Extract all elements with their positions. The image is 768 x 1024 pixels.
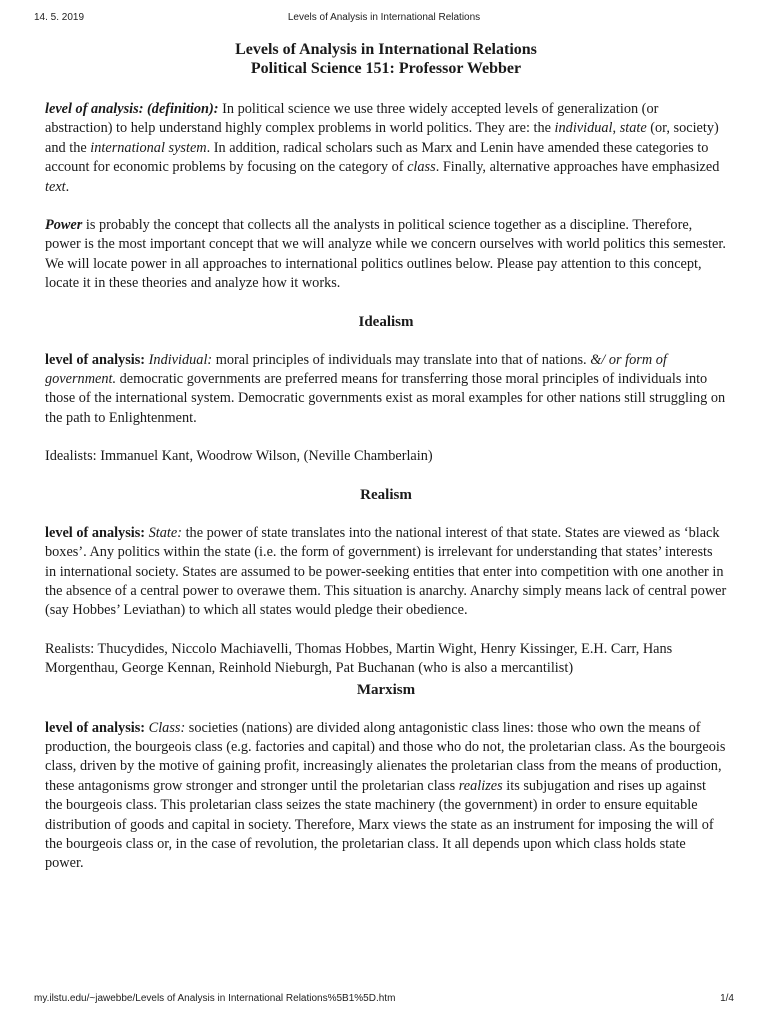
idealism-paragraph: level of analysis: Individual: moral principles of individuals may translate into that of nations. &/ or form of government. democratic governments are preferred means for transferring those moral principles of individuals into those of the international system. Democratic governments exist as moral examples for other nations still struggling on the path to Enlightenment. bbox=[45, 351, 726, 426]
print-page-title: Levels of Analysis in International Relations bbox=[287, 12, 481, 23]
intro-paragraph: level of analysis: (definition): In political science we use three widely accepted levels of generalization (or abstraction) to help understand highly complex problems in world politics. They are: the individual, state (or, society) and the international system. In addition, radical scholars such as Marx and Lenin have amended these categories to account for economic problems by focusing on the category of class. Finally, alternative approaches have emphasized text. bbox=[45, 101, 720, 195]
power-term: Power bbox=[45, 217, 83, 234]
marxism-heading: Marxism bbox=[356, 681, 416, 698]
power-paragraph: Power is probably the concept that collects all the analysts in political science together as a discipline. Therefore, power is the most important concept that we will analyze while we concern ourselves with world politics this semester. We will locate power in all approaches to international politics outlines below. Please pay attention to this concept, locate it in these theories and analyze how it works. bbox=[45, 217, 726, 292]
print-page-number: 1/4 bbox=[720, 993, 734, 1004]
document-subtitle: Political Science 151: Professor Webber bbox=[250, 60, 522, 77]
realism-paragraph: level of analysis: State: the power of state translates into the national interest of that state. States are viewed as ‘black boxes’. Any politics within the state (i.e. the form of government) is irrelevant for understanding that states’ interests in international society. States are assumed to be power-seeking entities that enter into competition with one another in the absence of a central power to overawe them. This situation is anarchy. Anarchy simply means lack of central power (say Hobbes’ Leviathan) to which all states would pledge their obedience. bbox=[45, 524, 727, 619]
print-footer bbox=[0, 993, 768, 1009]
print-date: 14. 5. 2019 bbox=[34, 12, 85, 23]
print-url: my.ilstu.edu/~jawebbe/Levels of Analysis in International Relations%5B1%5D.htm bbox=[34, 993, 396, 1004]
document-title: Levels of Analysis in International Relations bbox=[235, 41, 537, 58]
realism-heading: Realism bbox=[360, 486, 412, 503]
realists-list: Realists: Thucydides, Niccolo Machiavelli, Thomas Hobbes, Martin Wight, Henry Kissinger, E.H. Carr, Hans Morgenthau, George Kennan, Reinhold Nieburgh, Pat Buchanan (who is also a mercantilist) bbox=[45, 640, 673, 677]
marxism-paragraph: level of analysis: Class: societies (nations) are divided along antagonistic class lines: those who own the means of production, the bourgeois class (e.g. factories and capital) and those who do not, the proletarian class. As the bourgeois class, driven by the motive of gaining profit, increasingly alienates the proletarian class from the means of production, these antagonisms grow stronger and stronger until the proletarian class realizes its subjugation and rises up against the bourgeois class. This proletarian class seizes the state machinery (the government) in order to ensure equitable distribution of goods and capital in society. Therefore, Marx views the state as an instrument for imposing the will of the bourgeois class or, in the case of revolution, the proletarian class. It all depends upon which class holds state power. bbox=[45, 719, 726, 872]
definition-term: level of analysis: (definition): bbox=[45, 101, 219, 117]
document-body bbox=[45, 40, 727, 874]
idealists-list: Idealists: Immanuel Kant, Woodrow Wilson, (Neville Chamberlain) bbox=[45, 448, 433, 465]
print-header bbox=[0, 12, 768, 28]
idealism-heading: Idealism bbox=[358, 313, 414, 330]
